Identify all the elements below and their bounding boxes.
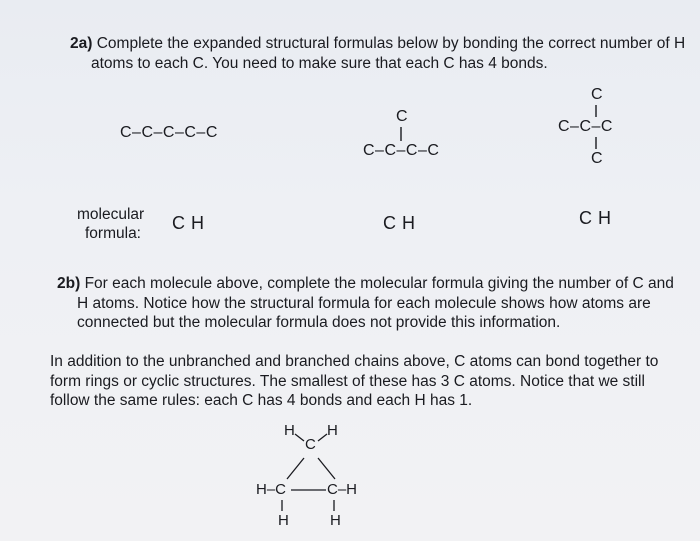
rings-line2: form rings or cyclic structures. The smallest of these has 3 C atoms. Notice that we still xyxy=(50,373,645,390)
structure-3-top-carbon: C xyxy=(591,86,604,103)
bond-ring-right xyxy=(318,458,335,479)
question-2b-line3: connected but the molecular formula does not provide this information. xyxy=(77,314,561,331)
cyclo-h-bottom-left: H xyxy=(278,512,289,529)
structure-2-top-carbon: C xyxy=(396,108,409,125)
bond-h-c-top-right xyxy=(318,434,327,441)
structure-3-bottom-carbon: C xyxy=(591,150,604,167)
molecular-formula-1: C H xyxy=(172,213,205,233)
question-2a-label: 2a) xyxy=(70,35,93,52)
cyclo-left-group: H–C xyxy=(256,481,287,498)
structure-2-chain: C–C–C–C xyxy=(363,142,440,159)
formula-label: formula: xyxy=(85,225,141,242)
molecular-formula-3: C H xyxy=(579,208,612,228)
question-2b-line2: H atoms. Notice how the structural formula for each molecule shows how atoms are xyxy=(77,295,651,312)
structure-pentane-chain: C–C–C–C–C xyxy=(120,124,218,141)
molecular-formula-2: C H xyxy=(383,213,416,233)
bond-ring-left xyxy=(287,458,304,479)
question-2a-line1: Complete the expanded structural formulas below by bonding the correct number of H xyxy=(96,35,686,52)
cyclo-c-top: C xyxy=(305,436,316,453)
rings-line1: In addition to the unbranched and branched chains above, C atoms can bond together to xyxy=(50,353,659,370)
cyclo-h-top-left: H xyxy=(284,422,295,439)
question-2b-line1: For each molecule above, complete the molecular formula giving the number of C and xyxy=(84,275,674,292)
cyclo-h-bottom-right: H xyxy=(330,512,341,529)
bond-h-c-top-left xyxy=(295,434,304,441)
cyclo-right-group: C–H xyxy=(327,481,358,498)
cyclo-h-top-right: H xyxy=(327,422,338,439)
molecular-label: molecular xyxy=(77,206,145,223)
question-2b-label: 2b) xyxy=(57,275,81,292)
question-2a-line2: atoms to each C. You need to make sure that each C has 4 bonds. xyxy=(91,55,548,72)
rings-line3: follow the same rules: each C has 4 bonds and each H has 1. xyxy=(50,392,473,409)
structure-3-chain: C–C–C xyxy=(558,118,613,135)
